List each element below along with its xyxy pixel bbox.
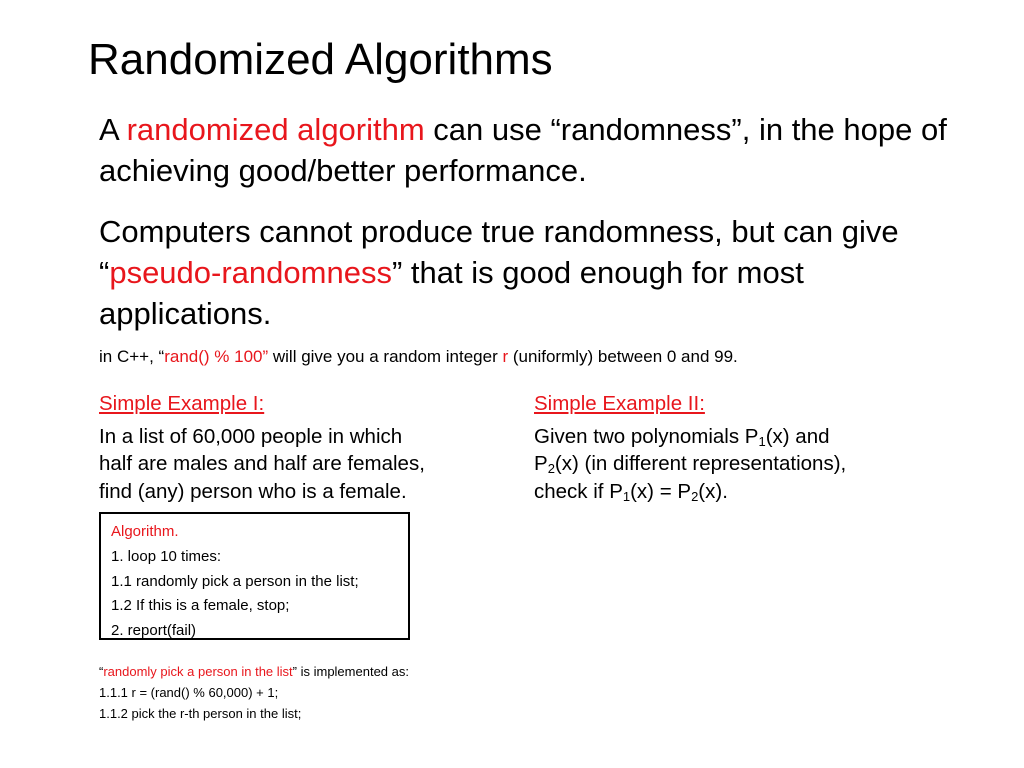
algorithm-step: 1.1 randomly pick a person in the list; [111, 572, 359, 590]
subscript: 2 [547, 461, 555, 476]
algorithm-step: 2. report(fail) [111, 622, 197, 640]
implementation-highlight: randomly pick a person in the list [103, 664, 293, 679]
subscript: 2 [691, 488, 699, 504]
implementation-header [99, 661, 409, 682]
cpp-prefix: in C++, “ [99, 347, 165, 366]
open-quote: “ [99, 664, 104, 679]
algorithm-step: 1. loop 10 times: [111, 547, 222, 565]
example-one-line: half are males and half are females, [99, 452, 425, 475]
algorithm-step: 1.2 If this is a female, stop; [111, 597, 290, 615]
term-pseudo-randomness: pseudo-randomness [109, 255, 392, 290]
implementation-line: 1.1.2 pick the r-th person in the list; [99, 706, 302, 721]
example-one [99, 390, 499, 505]
text: (x) = P [630, 479, 692, 503]
pseudo-randomness-paragraph [99, 211, 959, 334]
intro-suffix: can use “randomness”, in the hope of achieving good/better performance. [99, 112, 947, 188]
intro-prefix: A [99, 112, 127, 147]
text: check if P [534, 479, 623, 503]
term-randomized-algorithm: randomized algorithm [126, 112, 425, 147]
implementation-suffix: ” is implemented as: [292, 664, 409, 679]
cpp-suffix: (uniformly) between 0 and 99. [508, 347, 738, 366]
example-two [534, 390, 954, 505]
algorithm-heading: Algorithm. [111, 523, 179, 540]
cpp-code: rand() % 100” [164, 347, 269, 366]
example-one-line: find (any) person who is a female. [99, 479, 407, 503]
cpp-middle: will give you a random integer [268, 347, 503, 366]
example-two-line [534, 450, 954, 478]
algorithm-box [99, 512, 410, 640]
implementation-line: 1.1.1 r = (rand() % 60,000) + 1; [99, 685, 279, 700]
subscript: 1 [622, 488, 631, 504]
text: Given two polynomials P [534, 424, 759, 448]
cpp-rand-note [99, 345, 738, 369]
implementation-note [99, 661, 409, 724]
text: (x). [698, 479, 728, 503]
pseudo-suffix: ” that is good enough for most applications. [99, 255, 804, 331]
example-two-heading: Simple Example II: [534, 392, 705, 415]
cpp-var-r: r [502, 347, 509, 366]
example-two-line [534, 478, 954, 506]
example-one-heading: Simple Example I: [99, 392, 265, 415]
example-one-line: In a list of 60,000 people in which [99, 424, 403, 448]
text: P [534, 452, 548, 475]
example-two-line [534, 423, 954, 451]
intro-paragraph [99, 109, 959, 191]
text: (x) and [765, 424, 830, 448]
subscript: 1 [758, 433, 766, 449]
text: (x) (in different representations), [554, 452, 847, 475]
slide-title: Randomized Algorithms [88, 35, 553, 84]
pseudo-prefix: Computers cannot produce true randomness, but can give “ [99, 214, 899, 290]
